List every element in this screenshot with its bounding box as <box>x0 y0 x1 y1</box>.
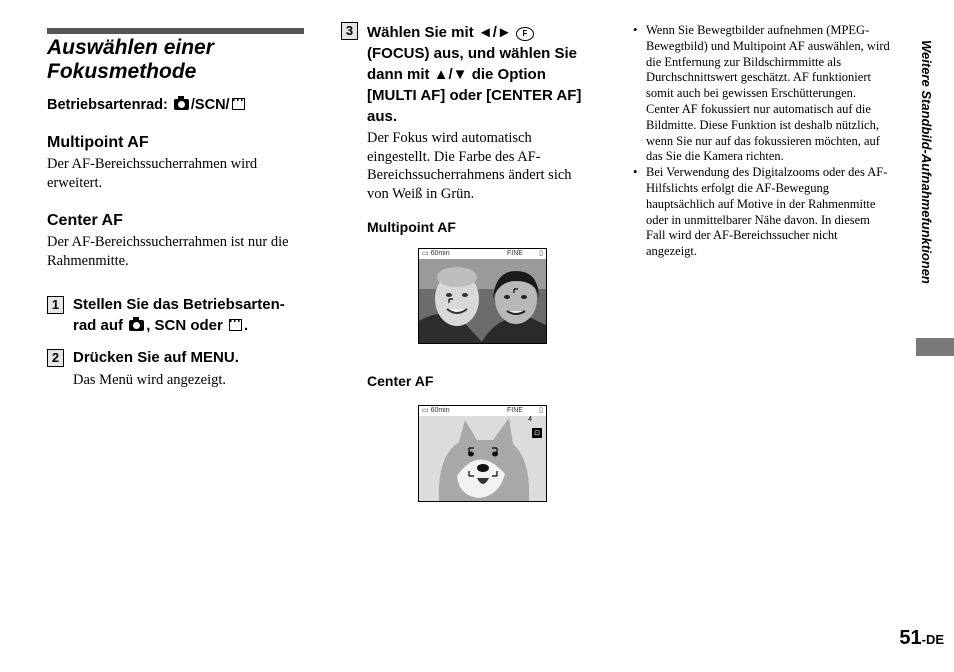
mode-description: Der AF-Bereichssucherrahmen wird erweitert. <box>47 156 258 191</box>
dog-photo <box>419 416 546 501</box>
step-3: 3 Wählen Sie mit ◄/► F (FOCUS) aus, und wählen Sie dann mit ▲/▼ die Option [MULTI AF] oder [CENTER AF] aus. Der Fokus wird automatisch eingestellt. Die Farbe des AF-Bereichssucherrahmens ändert sich von Weiß in Grün. <box>341 22 601 40</box>
shot-count: 4 <box>528 416 532 423</box>
note-item: • Bei Verwendung des Digitalzooms oder des AF-Hilfslichts erfolgt die AF-Bewegung hauptsächlich auf Motive in der Rahmenmitte oder in unmittelbarer Nähe davon. In diesem Fall wird der AF-Bereichssucher nicht angezeigt. <box>633 165 891 260</box>
lcd-preview-center: ▭ 60min FINE ▯ 4 ⊡ <box>418 405 547 502</box>
mode-heading: Multipoint AF <box>47 134 149 151</box>
mode-dial-line: Betriebsartenrad: /SCN/ <box>47 97 247 113</box>
title-rule <box>47 28 304 34</box>
camera-icon <box>129 320 144 331</box>
mode-center <box>47 212 307 270</box>
step-1: 1 Stellen Sie das Betriebsarten- rad auf , SCN oder . <box>47 296 307 314</box>
movie-icon <box>229 319 242 331</box>
mode-description: Der AF-Bereichssucherrahmen ist nur die Rahmenmitte. <box>47 234 289 269</box>
step-2: 2 Drücken Sie auf MENU. Das Menü wird angezeigt. <box>47 349 307 367</box>
step-number: 3 <box>341 22 358 40</box>
two-faces-photo <box>419 259 546 343</box>
figure-caption: Multipoint AF <box>367 219 456 235</box>
step-number: 1 <box>47 296 64 314</box>
step-note: Der Fokus wird automatisch eingestellt. Die Farbe des AF-Bereichssucherrahmens ändert sich von Weiß in Grün. <box>367 130 572 202</box>
mode-heading: Center AF <box>47 212 123 229</box>
page-title: Auswählen einer Fokusmethode <box>47 36 214 83</box>
figure-caption: Center AF <box>367 373 434 389</box>
note-item: • Wenn Sie Bewegtbilder aufnehmen (MPEG-Bewegtbild) und Multipoint AF auswählen, wird die Entfernung zur Bildschirmmitte als Durchschnittswert geschätzt. AF funktioniert somit auch bei gewissen Erschütterungen. Center AF fokussiert nur automatisch auf die Bildmitte. Diese Funktion ist deshalb nützlich, wenn Sie nur auf das fokussieren möchten, auf das Sie die Kamera richten. <box>633 23 891 165</box>
camera-icon <box>174 99 189 110</box>
section-tab <box>916 338 954 356</box>
lcd-preview-multipoint: ▭ 60min FINE ▯ <box>418 248 547 344</box>
movie-icon <box>232 98 245 110</box>
notes-list <box>633 23 891 260</box>
section-side-title: Weitere Standbild-Aufnahmefunktionen <box>919 40 934 284</box>
page-number: 51-DE <box>899 627 944 649</box>
step-note: Das Menü wird angezeigt. <box>73 372 227 388</box>
mode-multipoint <box>47 134 307 192</box>
focus-icon: F <box>516 27 534 41</box>
step-number: 2 <box>47 349 64 367</box>
focus-mode-icon: ⊡ <box>532 428 542 438</box>
